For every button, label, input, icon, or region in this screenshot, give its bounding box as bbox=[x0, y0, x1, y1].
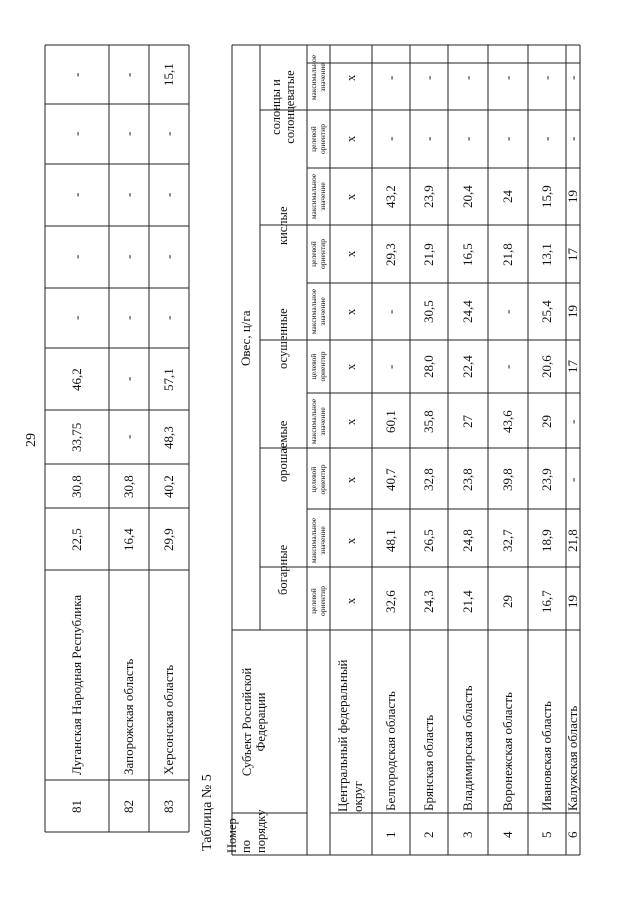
table-row-subject: Луганская Народная Республика bbox=[68, 594, 84, 775]
table-cell-value: 25,4 bbox=[539, 300, 554, 323]
table-row-subject: Запорожская область bbox=[120, 658, 136, 775]
header-subcolumn: целевой ориентир bbox=[308, 351, 327, 382]
table-cell-value: - bbox=[500, 364, 515, 369]
table-cell-value: 32,8 bbox=[421, 468, 436, 491]
district-row-value: x bbox=[343, 135, 358, 142]
table-cell-value: - bbox=[121, 131, 136, 136]
table-cell-value: - bbox=[565, 136, 580, 141]
table-cell-value: 21,4 bbox=[460, 589, 475, 613]
table-cell-value: 23,9 bbox=[539, 468, 554, 491]
table-cell-value: 57,1 bbox=[161, 367, 176, 391]
header-crop: Овес, ц/га bbox=[238, 310, 253, 366]
table-cell-value: 16,4 bbox=[121, 527, 136, 551]
header-number: Номер по порядку bbox=[224, 809, 268, 853]
table-cell-value: - bbox=[500, 75, 515, 80]
table-cell-value: - bbox=[421, 136, 436, 141]
table-cell-value: 30,5 bbox=[421, 300, 436, 323]
table-cell-value: 35,8 bbox=[421, 410, 436, 433]
table-cell-value: 32,7 bbox=[500, 529, 515, 552]
page-number: 29 bbox=[24, 433, 39, 447]
header-subcolumn: целевой ориентир bbox=[308, 586, 327, 616]
table-cell-value: 30,8 bbox=[121, 474, 136, 498]
header-subcolumn: максимальное значение bbox=[308, 54, 327, 101]
table-cell-value: 22,4 bbox=[460, 355, 475, 378]
district-row-value: x bbox=[343, 537, 358, 544]
table-cell-value: 29,3 bbox=[383, 242, 398, 266]
district-row-value: x bbox=[343, 250, 358, 257]
table-cell-value: - bbox=[421, 75, 436, 80]
table-cell-value: - bbox=[460, 75, 475, 80]
table-cell-value: 24,8 bbox=[460, 529, 475, 552]
table-cell-value: 24,4 bbox=[460, 300, 475, 323]
table-cell-value: 15,1 bbox=[161, 63, 176, 86]
table-cell-value: 46,2 bbox=[69, 367, 84, 391]
header-subcolumn: целевой ориентир bbox=[308, 124, 327, 154]
table-row-number: 1 bbox=[383, 831, 398, 838]
table-cell-value: - bbox=[161, 254, 176, 259]
table-row-number: 3 bbox=[460, 831, 475, 838]
table-cell-value: - bbox=[383, 364, 398, 369]
table-cell-value: 22,5 bbox=[69, 527, 84, 551]
table-row-number: 83 bbox=[161, 799, 176, 813]
table-row-number: 5 bbox=[539, 831, 554, 838]
table-cell-value: 23,8 bbox=[460, 468, 475, 491]
district-row-value: x bbox=[343, 597, 358, 604]
header-subject: Субъект Российской Федерации bbox=[239, 667, 268, 777]
district-row-value: x bbox=[343, 74, 358, 81]
table-cell-value: 29 bbox=[500, 594, 515, 608]
table-cell-value: - bbox=[565, 477, 580, 482]
table-cell-value: 19 bbox=[565, 305, 580, 318]
table-cell-value: 13,1 bbox=[539, 242, 554, 266]
table-cell-value: 30,8 bbox=[69, 474, 84, 498]
table-cell-value: 20,4 bbox=[460, 185, 475, 208]
table-cell-value: - bbox=[121, 72, 136, 77]
table-cell-value: - bbox=[500, 309, 515, 314]
district-row-value: x bbox=[343, 193, 358, 200]
table-cell-value: - bbox=[121, 315, 136, 320]
table-row-subject: Ивановская область bbox=[538, 701, 554, 811]
table-row-subject: Калужская область bbox=[564, 705, 580, 811]
table-cell-value: 20,6 bbox=[539, 355, 554, 378]
table-cell-value: 16,5 bbox=[460, 242, 475, 266]
table-cell-value: 40,7 bbox=[383, 468, 398, 491]
table-cell-value: - bbox=[565, 419, 580, 424]
table-row-subject: Херсонская область bbox=[160, 664, 176, 775]
table-cell-value: 21,8 bbox=[500, 242, 515, 266]
table-cell-value: 48,1 bbox=[383, 529, 398, 552]
table-cell-value: 17 bbox=[565, 360, 580, 373]
table-row-subject: Белгородская область bbox=[382, 691, 398, 811]
table-cell-value: - bbox=[121, 254, 136, 259]
table-cell-value: 29,9 bbox=[161, 527, 176, 551]
header-subcolumn: максимальное значение bbox=[308, 517, 327, 564]
table-row-subject: Брянская область bbox=[420, 714, 436, 811]
table-cell-value: 16,7 bbox=[539, 589, 554, 613]
table-cell-value: 23,9 bbox=[421, 185, 436, 208]
district-row-value: x bbox=[343, 363, 358, 370]
table-cell-value: - bbox=[69, 254, 84, 259]
table-cell-value: 15,9 bbox=[539, 185, 554, 208]
table-cell-value: 29 bbox=[539, 415, 554, 428]
table-cell-value: 24 bbox=[500, 190, 515, 203]
table-row-number: 82 bbox=[121, 799, 136, 813]
table-cell-value: 33,75 bbox=[69, 422, 84, 452]
table-cell-value: 21,8 bbox=[565, 529, 580, 552]
table-cell-value: - bbox=[460, 136, 475, 141]
header-group: осушенные bbox=[275, 307, 290, 369]
table-cell-value: 18,9 bbox=[539, 529, 554, 552]
header-group: кислые bbox=[275, 206, 290, 245]
table-cell-value: - bbox=[69, 131, 84, 136]
table-cell-value: 17 bbox=[565, 247, 580, 261]
table-row-number: 6 bbox=[565, 831, 580, 838]
table-cell-value: - bbox=[69, 72, 84, 77]
table-row-number: 2 bbox=[421, 831, 436, 838]
table-cell-value: 19 bbox=[565, 594, 580, 608]
table-cell-value: 19 bbox=[565, 190, 580, 203]
district-row-value: x bbox=[343, 476, 358, 483]
table-cell-value: 26,5 bbox=[421, 529, 436, 552]
header-subcolumn: максимальное значение bbox=[308, 173, 327, 220]
table-cell-value: 32,6 bbox=[383, 589, 398, 613]
header-subcolumn: максимальное значение bbox=[308, 398, 327, 445]
table-row-number: 81 bbox=[69, 799, 84, 813]
header-group: солонцы и солонцеватые bbox=[268, 69, 297, 144]
table-row-number: 4 bbox=[500, 831, 515, 838]
table-row-subject: Воронежская область bbox=[499, 692, 515, 811]
table-cell-value: - bbox=[383, 136, 398, 141]
table-cell-value: - bbox=[539, 75, 554, 80]
table-cell-value: - bbox=[161, 315, 176, 320]
table-cell-value: - bbox=[121, 192, 136, 197]
table-cell-value: - bbox=[383, 309, 398, 314]
header-group: орошаемые bbox=[275, 420, 290, 482]
district-row-label: Центральный федеральный округ bbox=[335, 659, 365, 812]
header-subcolumn: целевой ориентир bbox=[308, 239, 327, 269]
header-subcolumn: максимальное значение bbox=[308, 288, 327, 335]
table-cell-value: - bbox=[69, 192, 84, 197]
table-cell-value: 40,2 bbox=[161, 474, 176, 498]
table-caption: Таблица № 5 bbox=[200, 773, 215, 851]
table-cell-value: 43,2 bbox=[383, 185, 398, 208]
table-cell-value: - bbox=[383, 75, 398, 80]
header-subcolumn: целевой ориентир bbox=[308, 464, 327, 495]
table-cell-value: - bbox=[500, 136, 515, 141]
table-cell-value: 60,1 bbox=[383, 410, 398, 433]
table-cell-value: 24,3 bbox=[421, 589, 436, 613]
table-row-subject: Владимирская область bbox=[459, 685, 475, 811]
table-cell-value: - bbox=[161, 192, 176, 197]
table-cell-value: 39,8 bbox=[500, 468, 515, 491]
header-group: богарные bbox=[275, 544, 290, 595]
table-cell-value: - bbox=[69, 315, 84, 320]
table-cell-value: 21,9 bbox=[421, 242, 436, 266]
table-cell-value: - bbox=[565, 75, 580, 80]
district-row-value: x bbox=[343, 308, 358, 315]
table-cell-value: 27 bbox=[460, 415, 475, 428]
table-cell-value: - bbox=[161, 131, 176, 136]
table-cell-value: - bbox=[121, 434, 136, 439]
table-cell-value: 43,6 bbox=[500, 410, 515, 433]
table-cell-value: 28,0 bbox=[421, 355, 436, 378]
table-cell-value: - bbox=[121, 376, 136, 381]
table-cell-value: 48,3 bbox=[161, 425, 176, 449]
table-cell-value: - bbox=[539, 136, 554, 141]
district-row-value: x bbox=[343, 418, 358, 425]
